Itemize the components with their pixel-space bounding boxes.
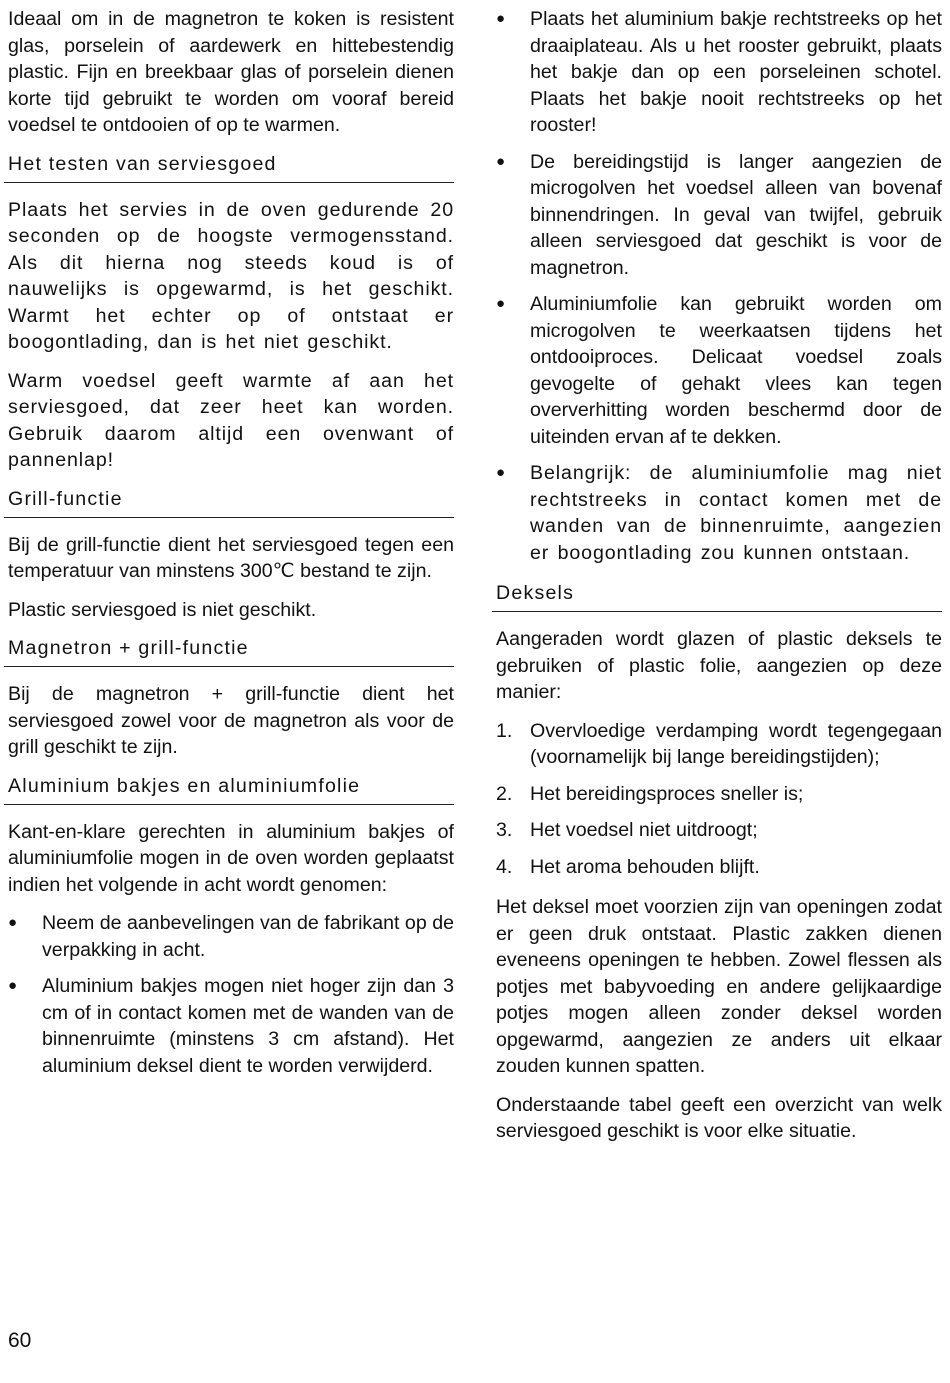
aluminium-bullet-list <box>8 910 454 1079</box>
list-item-text: Aluminium bakjes mogen niet hoger zijn dan 3 cm of in contact komen met de wanden van de binnenruimte (minstens 3 cm afstand). Het aluminium deksel dient te worden verwijderd. <box>42 975 454 1077</box>
testing-paragraph-1: Plaats het servies in de oven gedurende 20 seconden op de hoogste vermogensstand. Als dit hierna nog steeds koud is of nauwelijks is opgewarmd, is het geschikt. Warmt het echter op of ontstaat er boogontlading, dan is het niet geschikt. <box>8 198 454 353</box>
lids-paragraph-3: Onderstaande tabel geeft een overzicht van welk serviesgoed geschikt is voor elke situatie. <box>496 1093 942 1142</box>
list-item-text: Aluminiumfolie kan gebruikt worden om microgolven te weerkaatsen tijdens het ontdooiproces. Delicaat voedsel zoals gevogelte of gehakt vlees kan tegen oververhitting worden beschermd door de uiteinden ervan af te dekken. <box>530 293 942 448</box>
list-number: 1. <box>496 719 513 742</box>
section-heading-combo: Magnetron + grill-functie <box>4 635 454 667</box>
list-item <box>8 973 454 1079</box>
testing-paragraph-2: Warm voedsel geeft warmte af aan het serviesgoed, dat zeer heet kan worden. Gebruik daarom altijd een ovenwant of pannenlap! <box>8 369 454 471</box>
lids-paragraph-2: Het deksel moet voorzien zijn van openingen zodat er geen druk ontstaat. Plastic zakken dienen eveneens openingen te hebben. Zowel flessen als potjes met babyvoeding en andere gelijkaardige potjes mogen alleen zonder deksel worden opgewarmd, aangezien ze anders uit elkaar zouden kunnen spatten. <box>496 896 942 1077</box>
list-item <box>496 149 942 282</box>
list-item <box>8 910 454 963</box>
list-item <box>496 781 942 808</box>
left-column <box>8 6 454 1093</box>
list-item <box>496 718 942 771</box>
list-item-text: Het bereidingsproces sneller is; <box>530 782 804 805</box>
section-heading-testing: Het testen van serviesgoed <box>4 151 454 183</box>
right-column <box>496 6 942 1157</box>
bullet-icon: ● <box>8 914 18 931</box>
bullet-icon: ● <box>496 152 506 170</box>
list-number: 4. <box>496 855 513 878</box>
section-heading-aluminium: Aluminium bakjes en aluminiumfolie <box>4 773 454 805</box>
list-item-text: Het voedsel niet uitdroogt; <box>530 819 758 841</box>
list-item-text: Het aroma behouden blijft. <box>530 855 760 878</box>
bullet-icon: ● <box>8 977 18 994</box>
combo-paragraph-1: Bij de magnetron + grill-functie dient het serviesgoed zowel voor de magnetron als voor de grill geschikt te zijn. <box>8 683 454 758</box>
list-number: 2. <box>496 782 513 805</box>
list-item-text: Neem de aanbevelingen van de fabrikant op de verpakking in acht. <box>42 912 454 961</box>
lids-numbered-list <box>496 718 942 881</box>
list-item <box>496 6 942 139</box>
list-item-text: Plaats het aluminium bakje rechtstreeks op het draaiplateau. Als u het rooster gebruikt, plaats het bakje dan op een porseleinen schotel. Plaats het bakje nooit rechtstreeks op het rooster! <box>530 8 942 136</box>
list-item <box>496 854 942 881</box>
grill-paragraph-2: Plastic serviesgoed is niet geschikt. <box>8 598 317 621</box>
page-number: 60 <box>8 1329 32 1352</box>
bullet-icon: ● <box>496 464 506 481</box>
intro-paragraph: Ideaal om in de magnetron te koken is resistent glas, porselein of aardewerk en hittebestendig plastic. Fijn en breekbaar glas of porselein dienen korte tijd gebruikt te worden om vooraf bereid voedsel te ontdooien of op te warmen. <box>8 8 454 136</box>
bullet-icon: ● <box>496 10 506 27</box>
list-number: 3. <box>496 819 513 841</box>
list-item <box>496 460 942 566</box>
lids-paragraph-1: Aangeraden wordt glazen of plastic deksels te gebruiken of plastic folie, aangezien op deze manier: <box>496 628 942 703</box>
section-heading-grill: Grill-functie <box>4 486 454 518</box>
aluminium-bullet-list-continued <box>496 6 942 566</box>
bullet-icon: ● <box>496 295 506 312</box>
grill-paragraph-1: Bij de grill-functie dient het serviesgoed tegen een temperatuur van minstens 300℃ bestand te zijn. <box>8 533 454 582</box>
section-heading-lids: Deksels <box>492 580 942 612</box>
list-item-text: Belangrijk: de aluminiumfolie mag niet rechtstreeks in contact komen met de wanden van de binnenruimte, aangezien er boogontlading zou kunnen ontstaan. <box>530 462 942 564</box>
list-item-text: De bereidingstijd is langer aangezien de microgolven het voedsel alleen van bovenaf binnendringen. In geval van twijfel, gebruik alleen serviesgoed dat geschikt is voor de magnetron. <box>530 150 942 279</box>
list-item <box>496 817 942 844</box>
aluminium-paragraph-1: Kant-en-klare gerechten in aluminium bakjes of aluminiumfolie mogen in de oven worden geplaatst indien het volgende in acht wordt genomen: <box>8 820 454 896</box>
list-item <box>496 291 942 450</box>
list-item-text: Overvloedige verdamping wordt tegengegaan (voornamelijk bij lange bereidingstijden); <box>530 719 942 768</box>
